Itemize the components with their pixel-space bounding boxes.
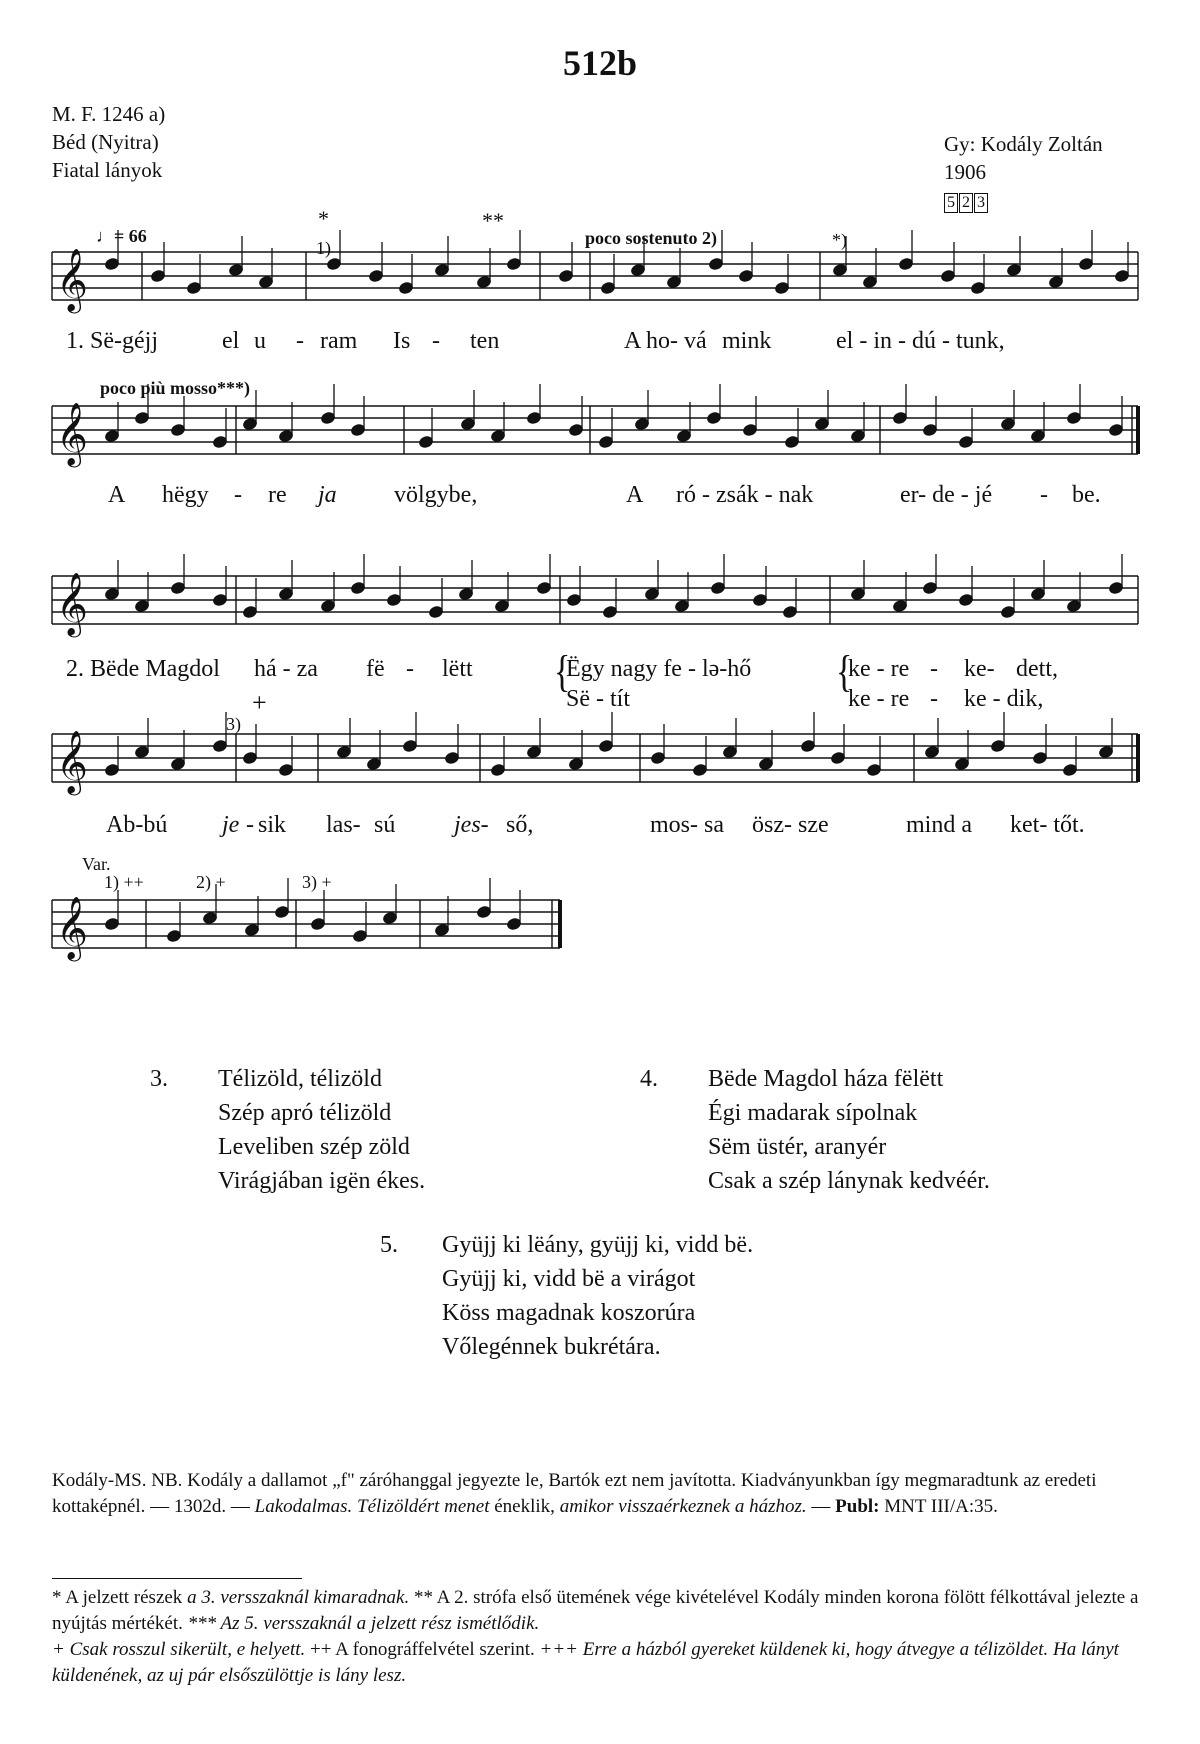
notes-text: éneklik, [489,1496,560,1517]
footnote-text: ** A 2. strófa első ütemének vége kivételével Kodály minden korona fölött félkottával jelezte a nyújtás mértékét. [52,1587,1139,1634]
lyric-syllable: las- [326,812,361,838]
lyric-syllable: ke - re [848,686,910,712]
lyric-syllable: u [254,328,266,354]
structure-box: 2 [959,193,973,213]
lyric-syllable: re [268,482,287,508]
footnote-ref-3: 3) [226,714,241,734]
meta-line-place: Béd (Nyitra) [52,130,159,154]
meta-line-performers: Fiatal lányok [52,158,163,182]
lyric-syllable: ten [470,328,500,354]
stanza-line: Csak a szép lánynak kedvéér. [708,1168,990,1194]
treble-clef-icon: 𝄞 [56,572,88,635]
lyric-syllable: sú [374,812,396,838]
lyric-syllable: ró - zsák - nak [676,482,814,508]
footnotes [52,1578,1152,1689]
brace-glyph: { [836,648,853,697]
notes-text-italic: Lakodalmas. Télizöldért menet [254,1496,490,1517]
lyric-syllable: be. [1072,482,1101,508]
lyric-syllable: A ho- vá [624,328,707,354]
lyric-syllable: - [1040,482,1048,508]
footnote-ref-1: 1) [316,238,331,258]
lyric-syllable: hëgy [162,482,209,508]
lyric-syllable: mind a [906,812,972,838]
editorial-notes [52,1468,1152,1520]
stanza-line: Vőlegénnek bukrétára. [442,1334,661,1360]
footnote-paragraph [52,1637,1152,1689]
lyric-syllable: ösz- sze [752,812,829,838]
lyric-syllable: ke- [964,656,995,682]
footnote-text-italic: + Csak rosszul sikerült, e helyett. [52,1639,306,1660]
lyric-syllable: dett, [1016,656,1058,682]
lyric-syllable: - [930,686,938,712]
lyric-syllable: A [626,482,644,508]
footnote-rule [52,1578,302,1579]
notes-text: — [806,1496,836,1517]
lyric-syllable: - [296,328,304,354]
lyric-syllable: lëtt [442,656,473,682]
treble-clef-icon: 𝄞 [56,248,88,311]
star-paren-mark: *) [832,230,847,250]
page-number-title: 512b [562,43,638,83]
lyric-syllable: mos- sa [650,812,724,838]
variant-2-label: 2) + [196,872,226,892]
footnote-text: ++ A fonográffelvétel szerint. [305,1639,540,1660]
stanza-line: Köss magadnak koszorúra [442,1300,696,1326]
variant-label: Var. [82,854,111,874]
lyric-syllable: ja [318,482,337,508]
treble-clef-icon: 𝄞 [56,402,88,465]
lyric-syllable: ket- tőt. [1010,812,1085,838]
notes-paragraph [52,1468,1152,1520]
footnote-text: * A jelzett részek [52,1587,188,1608]
lyric-syllable: A [108,482,126,508]
stanza-number: 3. [150,1066,168,1092]
stanza-number: 4. [640,1066,658,1092]
footnote-text-italic: +++ Erre a házból gyereket küldenek ki, hogy átvegye a télizöldet. Ha lányt küldenének, az uj pár elsőszülöttje is lány lesz. [52,1639,1119,1686]
stanza-line: Télizöld, télizöld [218,1066,382,1092]
lyric-syllable: el [222,328,240,354]
tempo-mark: ♩= 66 [96,226,147,246]
lyric-syllable: ke - dik, [964,686,1044,712]
lyric-syllable: je [222,812,240,838]
stanza-line: Szép apró télizöld [218,1100,392,1126]
lyric-syllable: - [246,812,254,838]
stanza-lines [442,1228,753,1364]
poco-sostenuto-mark: poco sostenuto 2) [585,228,718,248]
lyric-syllable: Is [393,328,411,354]
lyric-syllable: - [930,656,938,682]
lyric-syllable: jes- [454,812,489,838]
notes-text-italic: amikor visszaérkeznek a házhoz. [559,1496,807,1517]
lyric-syllable: er- de - jé [900,482,993,508]
lyric-syllable: el - in - dú - tunk, [836,328,1005,354]
lyric-syllable: fë [366,656,385,682]
notes-text: Kodály-MS. NB. Kodály a dallamot „f" záróhanggal jegyezte le, Bartók ezt nem javította. Kiadványunkban így megmaradtunk az eredeti kottaképnél. — 1302d. — [52,1470,1097,1517]
meta-line-source: M. F. 1246 a) [52,102,166,126]
lyric-syllable: mink [722,328,772,354]
lyric-syllable: 1. Së-géjj [66,328,158,354]
stanza-lines [708,1062,990,1198]
collection-year: 1906 [944,160,986,184]
stanza-line: Leveliben szép zöld [218,1134,410,1160]
lyric-syllable: - [406,656,414,682]
lyric-syllable: Ab-bú [106,812,168,838]
notes-text-bold: Publ: [835,1496,880,1517]
notes-text: MNT III/A:35. [879,1496,998,1517]
treble-clef-icon: 𝄞 [56,896,88,959]
structure-box: 3 [974,193,988,213]
lyric-syllable: 2. Bëde Magdol [66,656,220,682]
poco-piu-mosso-mark: poco più mosso***) [100,378,251,398]
treble-clef-icon: 𝄞 [56,730,88,793]
lyric-syllable: - [234,482,242,508]
lyric-syllable: Së - tít [566,686,630,712]
lyric-syllable: ram [320,328,358,354]
lyric-syllable: völgybe, [394,482,478,508]
stanza-line: Sëm üstér, aranyér [708,1134,887,1160]
lyric-syllable: há - za [254,656,318,682]
stanza-line: Égi madarak sípolnak [708,1100,918,1126]
double-star-mark: ** [482,208,504,233]
footnote-text-italic: a 3. versszaknál kimaradnak. [187,1587,410,1608]
lyric-syllable: ke - re [848,656,910,682]
stanza-line: Gyüjj ki, vidd bë a virágot [442,1266,696,1292]
lyric-syllable: Ëgy nagy fe - lə-hő [566,656,752,682]
plus-mark: + [252,688,267,717]
lyric-syllable: - [432,328,440,354]
brace-glyph: { [554,648,571,697]
stanza-line: Bëde Magdol háza fëlëtt [708,1066,944,1092]
footnote-paragraph [52,1585,1152,1637]
lyric-syllable: sik [258,812,287,838]
collector-name: Gy: Kodály Zoltán [944,132,1103,156]
stanza-number: 5. [380,1232,398,1258]
structure-box: 5 [944,193,958,213]
stanza-lines [218,1062,425,1198]
variant-1-label: 1) ++ [104,872,144,892]
lyric-syllable: ső, [506,812,534,838]
star-mark: * [318,206,329,231]
stanza-line: Virágjában igën ékes. [218,1168,426,1194]
stanza-line: Gyüjj ki lëány, gyüjj ki, vidd bë. [442,1232,754,1258]
variant-3-label: 3) + [302,872,332,892]
footnote-text-italic: *** Az 5. versszaknál a jelzett rész ismétlődik. [187,1613,540,1634]
